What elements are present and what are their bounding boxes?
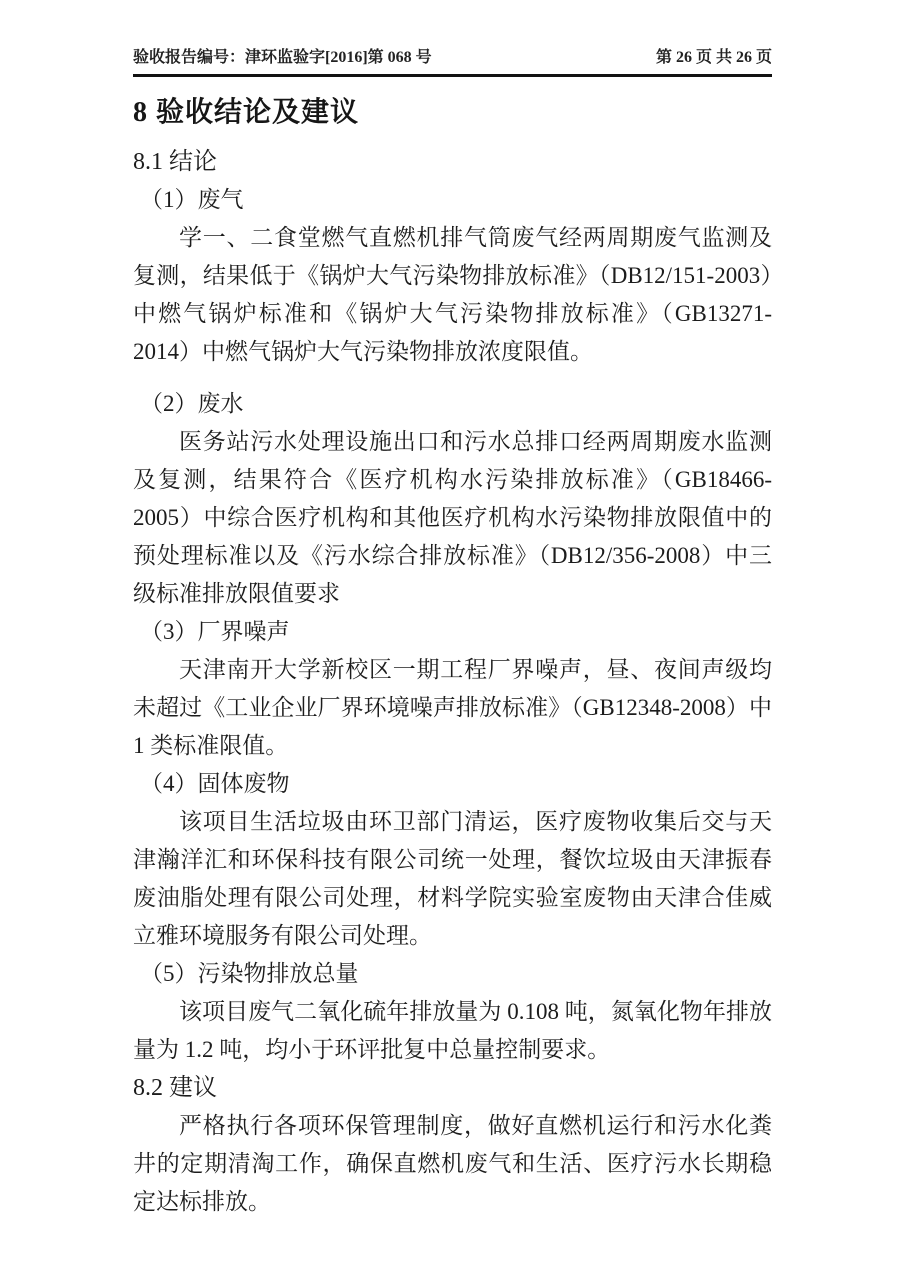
item-4-solid-waste-text: 该项目生活垃圾由环卫部门清运，医疗废物收集后交与天津瀚洋汇和环保科技有限公司统一处理，餐饮垃圾由天津振春废油脂处理有限公司处理，材料学院实验室废物由天津合佳威立雅环境服务有限公司处理。 xyxy=(133,809,772,948)
item-2-waste-water-label: （2）废水 xyxy=(140,391,244,416)
header-rule xyxy=(133,74,772,77)
item-2-waste-water-text: 医务站污水处理设施出口和污水总排口经两周期废水监测及复测，结果符合《医疗机构水污染排放标准》（GB18466-2005）中综合医疗机构和其他医疗机构水污染物排放限值中的预处理标准以及《污水综合排放标准》（DB12/356-2008）中三级标准排放限值要求 xyxy=(133,429,772,606)
item-1-waste-gas-text: 学一、二食堂燃气直燃机排气筒废气经两周期废气监测及复测，结果低于《锅炉大气污染物排放标准》（DB12/151-2003）中燃气锅炉标准和《锅炉大气污染物排放标准》（GB13271-2014）中燃气锅炉大气污染物排放浓度限值。 xyxy=(133,225,772,364)
page-header xyxy=(133,47,772,69)
item-3-boundary-noise-text: 天津南开大学新校区一期工程厂界噪声，昼、夜间声级均未超过《工业企业厂界环境噪声排放标准》（GB12348-2008）中 1 类标准限值。 xyxy=(133,657,772,758)
chapter-title: 8 验收结论及建议 xyxy=(133,97,360,128)
item-1-waste-gas-label: （1）废气 xyxy=(140,187,244,212)
item-3-boundary-noise-label: （3）厂界噪声 xyxy=(140,619,290,644)
section-8-2-text: 严格执行各项环保管理制度，做好直燃机运行和污水化粪井的定期清淘工作，确保直燃机废气和生活、医疗污水长期稳定达标排放。 xyxy=(133,1113,772,1214)
report-number: 验收报告编号：津环监验字[2016]第 068 号 xyxy=(133,49,432,66)
section-8-1-heading: 8.1 结论 xyxy=(133,149,217,175)
item-5-total-emissions-text: 该项目废气二氧化硫年排放量为 0.108 吨，氮氧化物年排放量为 1.2 吨，均小于环评批复中总量控制要求。 xyxy=(133,999,772,1062)
section-8-2-heading: 8.2 建议 xyxy=(133,1075,217,1101)
item-5-total-emissions-label: （5）污染物排放总量 xyxy=(140,961,359,986)
page-indicator: 第 26 页 共 26 页 xyxy=(655,49,772,66)
item-4-solid-waste-label: （4）固体废物 xyxy=(140,771,290,796)
